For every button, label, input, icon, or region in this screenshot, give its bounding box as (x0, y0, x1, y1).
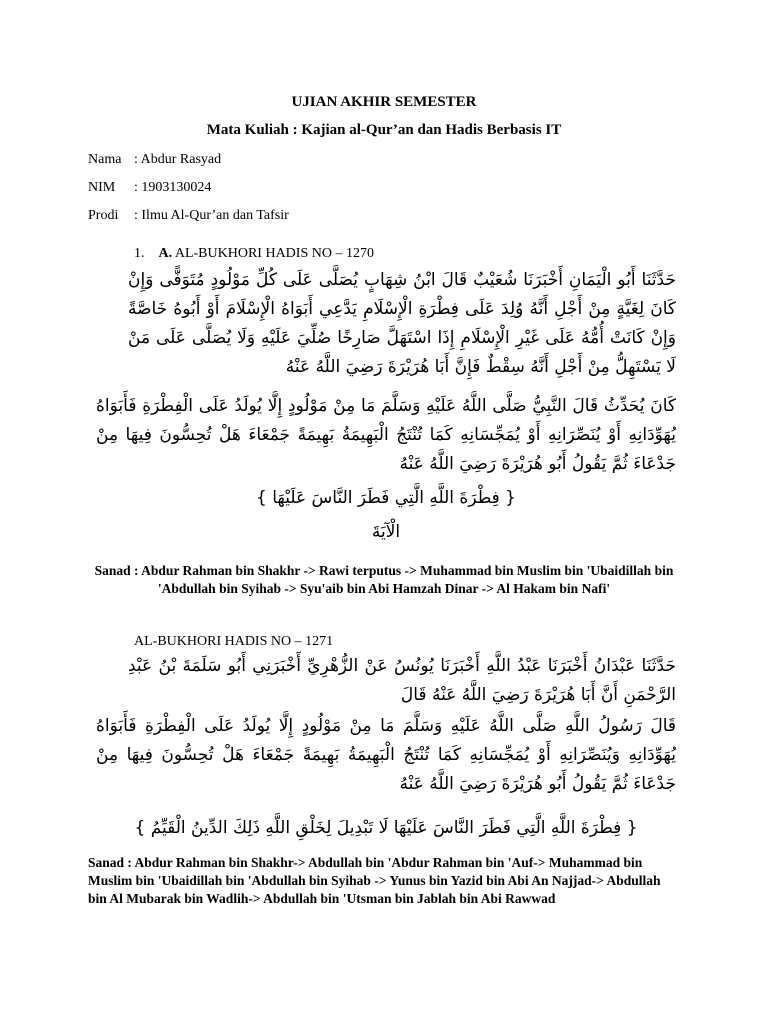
section2-arabic-matan: قَالَ رَسُولُ اللَّهِ صَلَّى اللَّهُ عَلَيْهِ وَسَلَّمَ مَا مِنْ مَوْلُودٍ إِلَّا يُولَدُ عَلَى الْفِطْرَةِ فَأَبَوَاهُ يُهَوِّدَانِهِ وَيُنَصِّرَانِهِ أَوْ يُمَجِّسَانِهِ كَمَا تُنْتَجُ الْبَهِيمَةُ بَهِيمَةً جَمْعَاءَ هَلْ تُحِسُّونَ فِيهَا مِنْ جَدْعَاءَ ثُمَّ يَقُولُ أَبُو هُرَيْرَةَ رَضِيَ اللَّهُ عَنْهُ (96, 716, 676, 794)
section2-heading: AL-BUKHORI HADIS NO – 1271 (134, 634, 334, 649)
section2-sanad: Sanad : Abdur Rahman bin Shakhr-> Abdullah bin 'Abdur Rahman bin 'Auf-> Muhammad bin Muslim bin 'Ubaidillah bin 'Abdullah bin Syihab -> Yunus bin Yazid bin Abi An Najjad-> Abdullah bin Al Mubarak bin Wadlih-> Abdullah bin 'Utsman bin Jablah bin Abi Rawwad (88, 855, 661, 906)
field-label: NIM (88, 180, 116, 195)
field-label: Prodi (88, 208, 119, 223)
field-value: : 1903130024 (134, 180, 212, 195)
field-prodi (88, 208, 289, 224)
section1-arabic-verse: { فِطْرَةَ اللَّهِ الَّتِي فَطَرَ النَّاسَ عَلَيْهَا } (256, 488, 516, 508)
section1-arabic-ayah: الْآيَةَ (371, 522, 401, 542)
field-name (88, 152, 221, 168)
section1-arabic-matan: كَانَ يُحَدِّثُ قَالَ النَّبِيُّ صَلَّى اللَّهُ عَلَيْهِ وَسَلَّمَ مَا مِنْ مَوْلُودٍ إِلَّا يُولَدُ عَلَى الْفِطْرَةِ فَأَبَوَاهُ يُهَوِّدَانِهِ أَوْ يُنَصِّرَانِهِ أَوْ يُمَجِّسَانِهِ كَمَا تُنْتَجُ الْبَهِيمَةُ بَهِيمَةً جَمْعَاءَ هَلْ تُحِسُّونَ فِيهَا مِنْ جَدْعَاءَ ثُمَّ يَقُولُ أَبُو هُرَيْرَةَ رَضِيَ اللَّهُ عَنْهُ (96, 396, 676, 474)
section2-arabic-sanad: حَدَّثَنَا عَبْدَانُ أَخْبَرَنَا عَبْدُ اللَّهِ أَخْبَرَنَا يُونُسُ عَنْ الزُّهْرِيِّ أَخْبَرَنِي أَبُو سَلَمَةَ بْنُ عَبْدِ الرَّحْمَنِ أَنَّ أَبَا هُرَيْرَةَ رَضِيَ اللَّهُ عَنْهُ قَالَ (128, 656, 676, 705)
section1-heading (134, 246, 374, 262)
section1-arabic-sanad: حَدَّثَنَا أَبُو الْيَمَانِ أَخْبَرَنَا شُعَيْبٌ قَالَ ابْنُ شِهَابٍ يُصَلَّى عَلَى كُلِّ مَوْلُودٍ مُتَوَفًّى وَإِنْ كَانَ لِغَيَّةٍ مِنْ أَجْلِ أَنَّهُ وُلِدَ عَلَى فِطْرَةِ الْإِسْلَامِ يَدَّعِي أَبَوَاهُ الْإِسْلَامَ أَوْ أَبُوهُ خَاصَّةً وَإِنْ كَانَتْ أُمُّهُ عَلَى غَيْرِ الْإِسْلَامِ إِذَا اسْتَهَلَّ صَارِخًا صُلِّيَ عَلَيْهِ وَلَا يُصَلَّى عَلَى مَنْ لَا يَسْتَهِلُّ مِنْ أَجْلِ أَنَّهُ سِقْطٌ فَإِنَّ أَبَا هُرَيْرَةَ رَضِيَ اللَّهُ عَنْهُ (128, 270, 676, 377)
field-value: : Abdur Rasyad (134, 152, 222, 167)
course-subtitle: Mata Kuliah : Kajian al-Qur’an dan Hadis Berbasis IT (206, 122, 562, 138)
section2-arabic-verse: { فِطْرَةَ اللَّهِ الَّتِي فَطَرَ النَّاسَ عَلَيْهَا لَا تَبْدِيلَ لِخَلْقِ اللَّهِ ذَلِكَ الدِّينُ الْقَيِّمُ } (134, 818, 638, 838)
field-label: Nama (88, 152, 122, 167)
field-nim (88, 180, 211, 196)
document-title: UJIAN AKHIR SEMESTER (291, 94, 477, 110)
section1-sanad: Sanad : Abdur Rahman bin Shakhr -> Rawi terputus -> Muhammad bin Muslim bin 'Ubaidillah bin 'Abdullah bin Syihab -> Syu'aib bin Abi Hamzah Dinar -> Al Hakam bin Nafi' (94, 563, 674, 596)
field-value: : Ilmu Al-Qur’an dan Tafsir (134, 208, 289, 223)
section1-number: 1. (134, 246, 145, 261)
section1-title: AL-BUKHORI HADIS NO – 1270 (174, 246, 374, 261)
section1-letter: A. (158, 246, 173, 261)
